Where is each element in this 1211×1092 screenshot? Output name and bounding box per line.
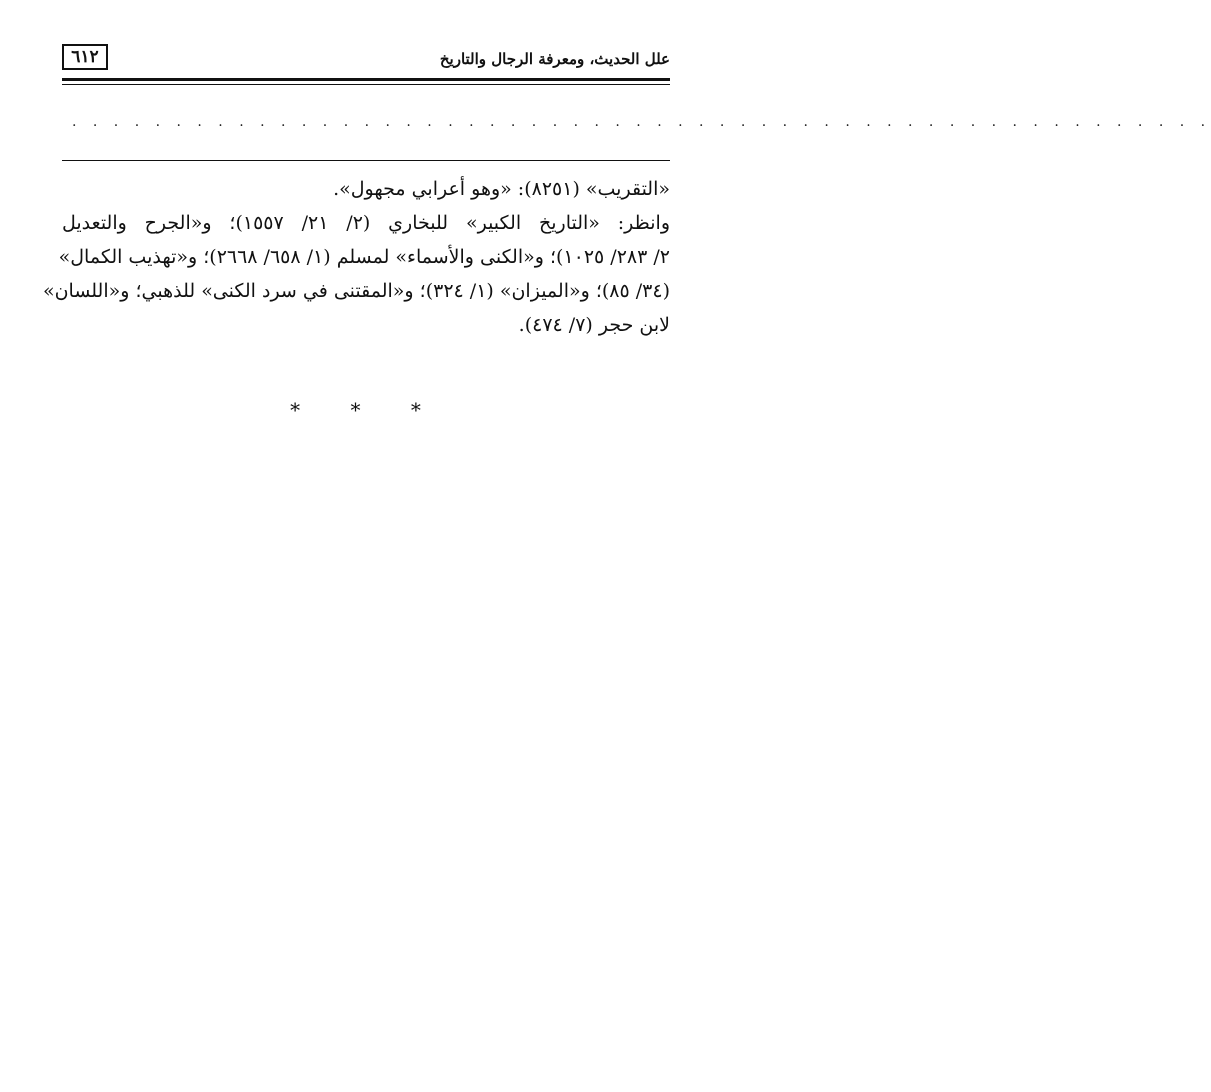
- footnote-line-1: «التقريب» (٨٢٥١): «وهو أعرابي مجهول».: [333, 178, 670, 200]
- footnote-text: [42, 172, 670, 342]
- dotted-line: . . . . . . . . . . . . . . . . . . . . . . . . . . . . . . . . . . . . . . . . . . . . . . . . . . . . . . .: [72, 114, 1211, 130]
- header-rule-thick: [62, 78, 670, 81]
- footnote-line-4: (٣٤/ ٨٥)؛ و«الميزان» (١/ ٣٢٤)؛ و«المقتنى في سرد الكنى» للذهبي؛ و«اللسان»: [42, 280, 670, 302]
- footnote-line-3: ٢/ ٢٨٣/ ١٠٢٥)؛ و«الكنى والأسماء» لمسلم (١/ ٦٥٨/ ٢٦٦٨)؛ و«تهذيب الكمال»: [58, 246, 670, 268]
- page-number: ٦١٢: [62, 44, 108, 70]
- page-header: [62, 40, 670, 88]
- running-title: علل الحديث، ومعرفة الرجال والتاريخ: [439, 50, 670, 68]
- footnote-line-2: وانظر: «التاريخ الكبير» للبخاري (٢/ ٢١/ ١٥٥٧)؛ و«الجرح والتعديل: [62, 212, 670, 234]
- header-rule-thin: [62, 84, 670, 85]
- footnote-line-5: لابن حجر (٧/ ٤٧٤).: [518, 314, 670, 336]
- footnote-rule: [62, 160, 670, 161]
- section-separator-stars: * * *: [290, 398, 443, 422]
